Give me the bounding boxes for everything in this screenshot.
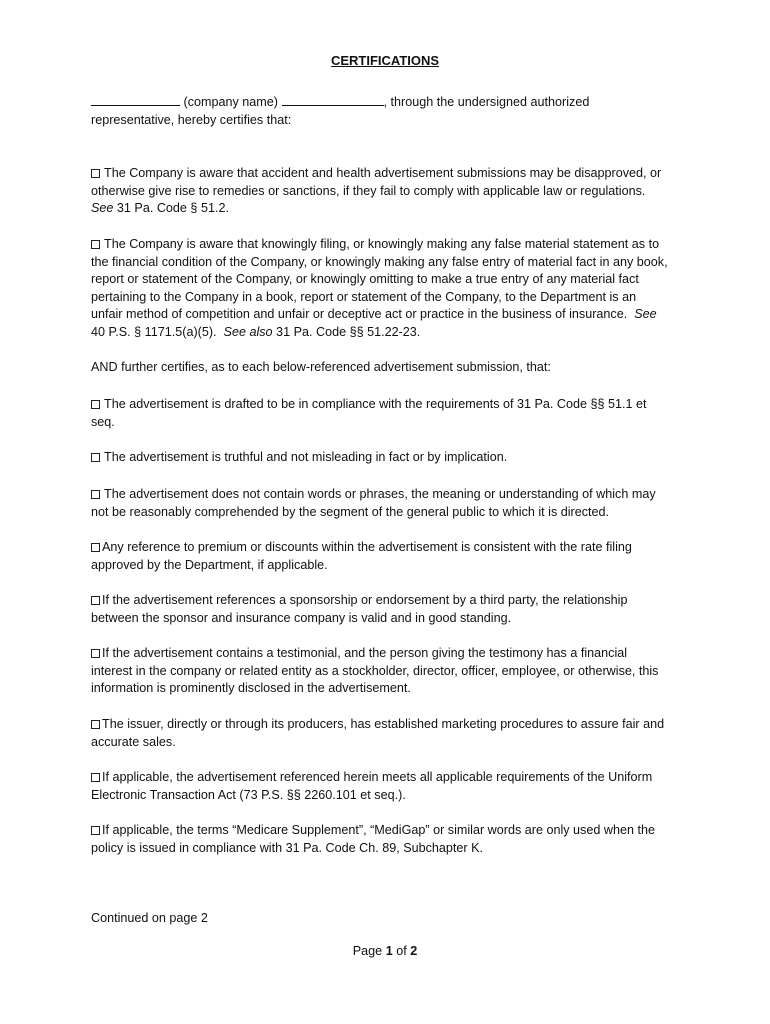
cert-text: 31 Pa. Code §§ 51.22-23. — [272, 324, 421, 339]
company-blank-2[interactable] — [282, 93, 384, 106]
item-text: approved by the Department, if applicable. — [91, 557, 328, 572]
intro-text-after: , through the undersigned authorized — [383, 95, 590, 109]
item-3 — [91, 486, 683, 521]
page-current: 1 — [385, 944, 393, 958]
item-1 — [91, 396, 683, 431]
item-4-checkbox[interactable] — [91, 543, 100, 552]
item-7-checkbox[interactable] — [91, 720, 100, 729]
item-2-checkbox[interactable] — [91, 453, 100, 462]
intro-line-2: representative, hereby certifies that: — [91, 112, 292, 127]
intro-paragraph — [91, 93, 683, 129]
item-text: The advertisement is drafted to be in compliance with the requirements of 31 Pa. Code §§ 51.1 et — [104, 397, 647, 411]
item-7 — [91, 716, 683, 751]
item-3-checkbox[interactable] — [91, 490, 100, 499]
cert-text: the financial condition of the Company, or knowingly making any false entry of material fact in any book, — [91, 254, 668, 269]
item-text: The issuer, directly or through its producers, has established marketing procedures to assure fair and — [102, 717, 665, 731]
item-text: policy is issued in compliance with 31 Pa. Code Ch. 89, Subchapter K. — [91, 840, 484, 855]
cert-text: otherwise give rise to remedies or sanctions, if they fail to comply with applicable law or regulations. — [91, 183, 646, 198]
item-text: If applicable, the advertisement referenced herein meets all applicable requirements of the Uniform — [102, 770, 653, 784]
further-certifies: AND further certifies, as to each below-referenced advertisement submission, that: — [91, 360, 551, 374]
of-word: of — [392, 944, 411, 958]
item-text: Any reference to premium or discounts within the advertisement is consistent with the rate filing — [102, 540, 632, 554]
cert-see-italic: See — [634, 307, 657, 322]
cert-see-also-italic: See also — [223, 324, 273, 339]
certification-1-checkbox[interactable] — [91, 169, 100, 178]
page-total: 2 — [410, 944, 418, 958]
item-6 — [91, 645, 683, 698]
item-6-checkbox[interactable] — [91, 649, 100, 658]
item-text: If applicable, the terms “Medicare Supplement”, “MediGap” or similar words are only used when the — [102, 823, 655, 837]
cert-text: unfair method of competition and unfair or deceptive act or practice in the business of insurance. — [91, 307, 635, 322]
cert-text: report or statement of the Company, or knowingly omitting to make a true entry of any material fact — [91, 272, 639, 287]
cert-text: 40 P.S. § 1171.5(a)(5). — [91, 324, 224, 339]
item-text: not be reasonably comprehended by the segment of the general public to which it is directed. — [91, 504, 610, 519]
certification-2-checkbox[interactable] — [91, 240, 100, 249]
item-text: between the sponsor and insurance company is valid and in good standing. — [91, 610, 512, 625]
company-name-label: (company name) — [183, 95, 278, 109]
item-text: seq. — [91, 414, 115, 429]
item-8-checkbox[interactable] — [91, 773, 100, 782]
item-text: information is prominently disclosed in the advertisement. — [91, 681, 411, 696]
item-text: interest in the company or related entity as a stockholder, director, officer, employee, or otherwise, this — [91, 663, 659, 678]
cert-text: pertaining to the Company in a book, report or statement of the Company, to the Department is an — [91, 289, 637, 304]
page-title: CERTIFICATIONS — [330, 53, 440, 68]
cert-text: The Company is aware that knowingly filing, or knowingly making any false material statement as to — [104, 237, 660, 251]
certification-2 — [91, 236, 683, 342]
item-text: If the advertisement references a sponsorship or endorsement by a third party, the relationship — [102, 593, 628, 607]
item-8 — [91, 769, 683, 804]
cert-text: 31 Pa. Code § 51.2. — [113, 201, 229, 216]
company-blank-1[interactable] — [91, 93, 180, 106]
page-word: Page — [352, 944, 386, 958]
item-9 — [91, 822, 683, 857]
item-4 — [91, 539, 683, 574]
cert-text: The Company is aware that accident and health advertisement submissions may be disapproved, or — [104, 166, 662, 180]
intro-line-1 — [91, 93, 683, 112]
item-text: The advertisement is truthful and not misleading in fact or by implication. — [104, 450, 508, 464]
item-text: accurate sales. — [91, 734, 176, 749]
item-1-checkbox[interactable] — [91, 400, 100, 409]
item-text: Electronic Transaction Act (73 P.S. §§ 2260.101 et seq.). — [91, 787, 406, 802]
page-number — [0, 943, 770, 961]
item-5 — [91, 592, 683, 627]
item-2 — [91, 449, 683, 467]
item-5-checkbox[interactable] — [91, 596, 100, 605]
cert-see-italic: See — [91, 201, 114, 216]
item-9-checkbox[interactable] — [91, 826, 100, 835]
continued-note: Continued on page 2 — [91, 911, 208, 925]
certification-1 — [91, 165, 683, 218]
item-text: If the advertisement contains a testimonial, and the person giving the testimony has a financial — [102, 646, 628, 660]
item-text: The advertisement does not contain words or phrases, the meaning or understanding of which may — [104, 487, 656, 501]
